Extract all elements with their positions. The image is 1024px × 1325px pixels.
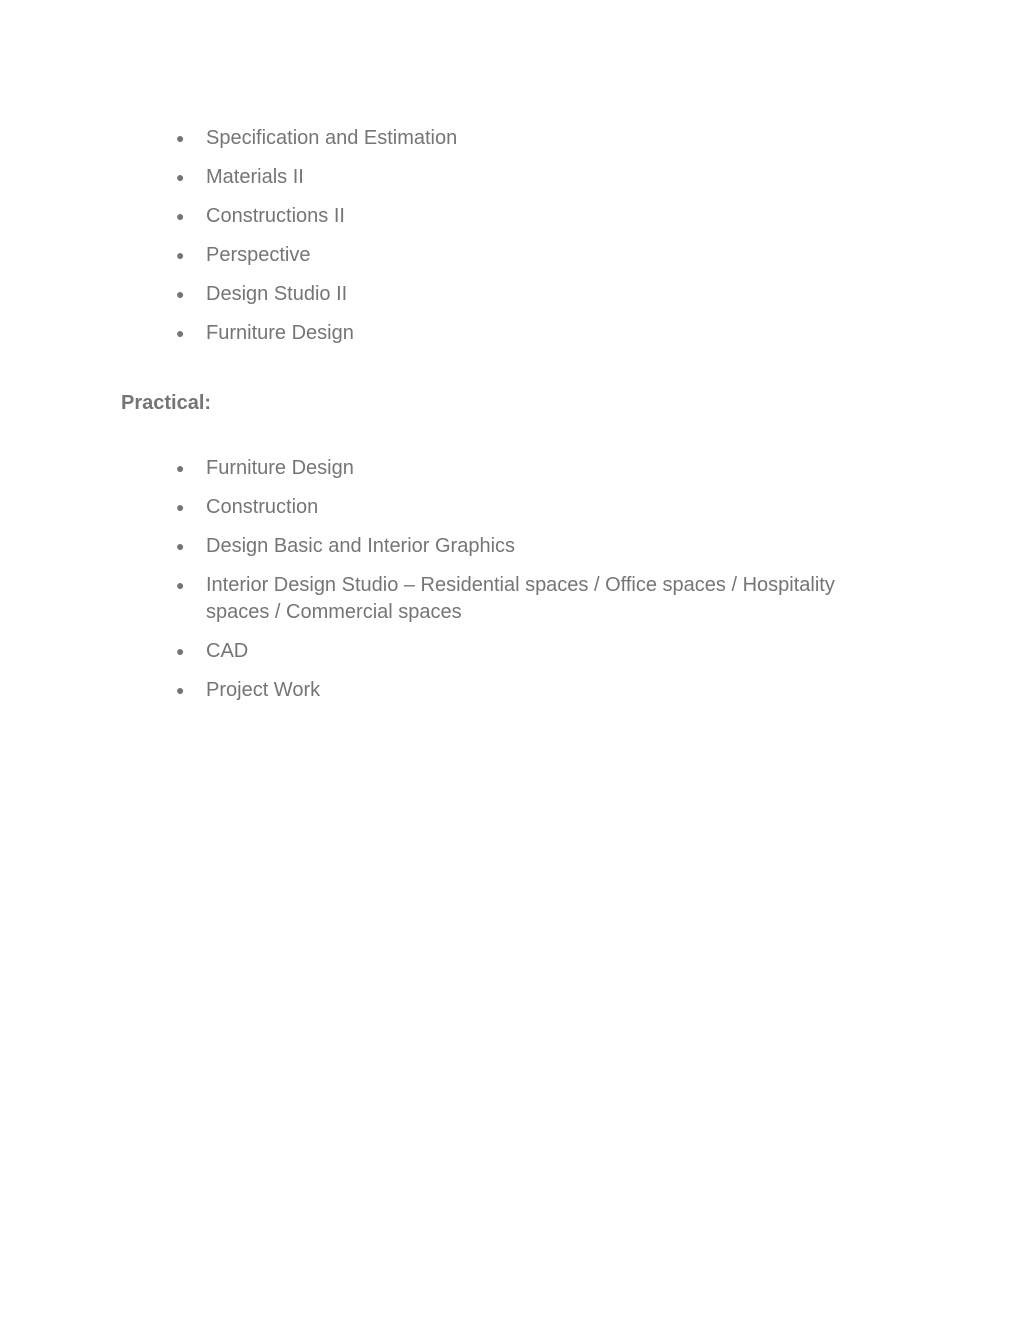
list-item: [176, 164, 876, 191]
practical-subject-list: [176, 455, 876, 716]
bullet-icon: ●: [176, 577, 185, 593]
list-item: [176, 494, 876, 521]
list-item-text: CAD: [206, 640, 249, 662]
list-item: [176, 242, 876, 269]
list-item-text: Project Work: [206, 679, 321, 701]
list-item: [176, 320, 876, 347]
list-item: [176, 677, 876, 704]
bullet-icon: ●: [176, 130, 185, 146]
list-item: [176, 203, 876, 230]
theory-subject-list: [176, 125, 876, 359]
list-item: [176, 572, 876, 626]
list-item: [176, 533, 876, 560]
bullet-icon: ●: [176, 247, 185, 263]
list-item: [176, 455, 876, 482]
list-item-text: Construction: [206, 496, 319, 518]
list-item-text: Perspective: [206, 244, 311, 266]
list-item-text: Interior Design Studio – Residential spaces / Office spaces / Hospitality spaces / Commercial spaces: [206, 574, 835, 623]
bullet-icon: ●: [176, 499, 185, 515]
list-item: [176, 638, 876, 665]
list-item-text: Materials II: [206, 166, 304, 188]
list-item-text: Furniture Design: [206, 457, 354, 479]
list-item: [176, 281, 876, 308]
practical-heading: Practical:: [121, 392, 212, 414]
list-item-text: Constructions II: [206, 205, 345, 227]
bullet-icon: ●: [176, 208, 185, 224]
bullet-icon: ●: [176, 169, 185, 185]
list-item: [176, 125, 876, 152]
list-item-text: Design Basic and Interior Graphics: [206, 535, 516, 557]
bullet-icon: ●: [176, 643, 185, 659]
bullet-icon: ●: [176, 286, 185, 302]
bullet-icon: ●: [176, 538, 185, 554]
bullet-icon: ●: [176, 460, 185, 476]
bullet-icon: ●: [176, 682, 185, 698]
bullet-icon: ●: [176, 325, 185, 341]
list-item-text: Furniture Design: [206, 322, 354, 344]
list-item-text: Design Studio II: [206, 283, 348, 305]
list-item-text: Specification and Estimation: [206, 127, 458, 149]
